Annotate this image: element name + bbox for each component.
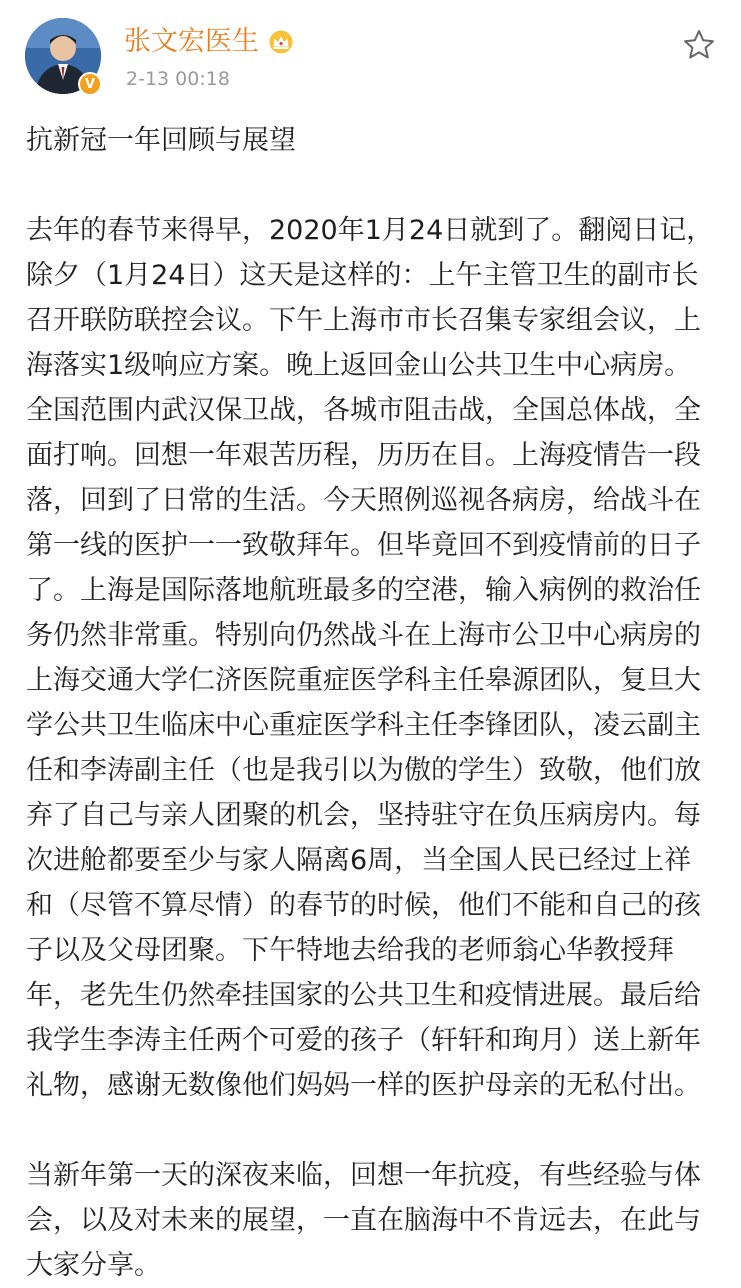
verified-badge: V — [78, 72, 102, 96]
post-paragraph-1: 去年的春节来得早，2020年1月24日就到了。翻阅日记，除夕（1月24日）这天是这样的：上午主管卫生的副市长召开联防联控会议。下午上海市市长召集专家组会议，上海落实1级响应方案。晚上返回金山公共卫生中心病房。全国范围内武汉保卫战，各城市阻击战，全国总体战，全面打响。回想一年艰苦历程，历历在目。上海疫情告一段落，回到了日常的生活。今天照例巡视各病房，给战斗在第一线的医护一一致敬拜年。但毕竟回不到疫情前的日子了。上海是国际落地航班最多的空港，输入病例的救治任务仍然非常重。特别向仍然战斗在上海市公卫中心病房的上海交通大学仁济医院重症医学科主任皋源团队，复旦大学公共卫生临床中心重症医学科主任李锋团队，凌云副主任和李涛副主任（也是我引以为傲的学生）致敬，他们放弃了自己与亲人团聚的机会，坚持驻守在负压病房内。每次进舱都要至少与家人隔离6周，当全国人民已经过上祥和（尽管不算尽情）的春节的时候，他们不能和自己的孩子以及父母团聚。下午特地去给我的老师翁心华教授拜年，老先生仍然牵挂国家的公共卫生和疫情进展。最后给我学生李涛主任两个可爱的孩子（轩轩和珣月）送上新年礼物，感谢无数像他们妈妈一样的医护母亲的无私付出。 — [26, 215, 714, 1101]
author-name[interactable]: 张文宏医生 — [124, 26, 259, 57]
paragraph-spacer — [26, 1108, 716, 1153]
post-paragraph-2: 当新年第一天的深夜来临，回想一年抗疫，有些经验与体会，以及对未来的展望，一直在脑海中不肯远去，在此与大家分享。 — [26, 1160, 701, 1281]
post-timestamp: 2-13 00:18 — [126, 68, 230, 90]
paragraph-spacer — [26, 163, 716, 208]
favorite-star-icon[interactable] — [682, 28, 716, 62]
post-body — [26, 118, 716, 1288]
post-header — [0, 0, 741, 110]
post-title: 抗新冠一年回顾与展望 — [26, 125, 296, 156]
crown-icon — [268, 30, 294, 54]
